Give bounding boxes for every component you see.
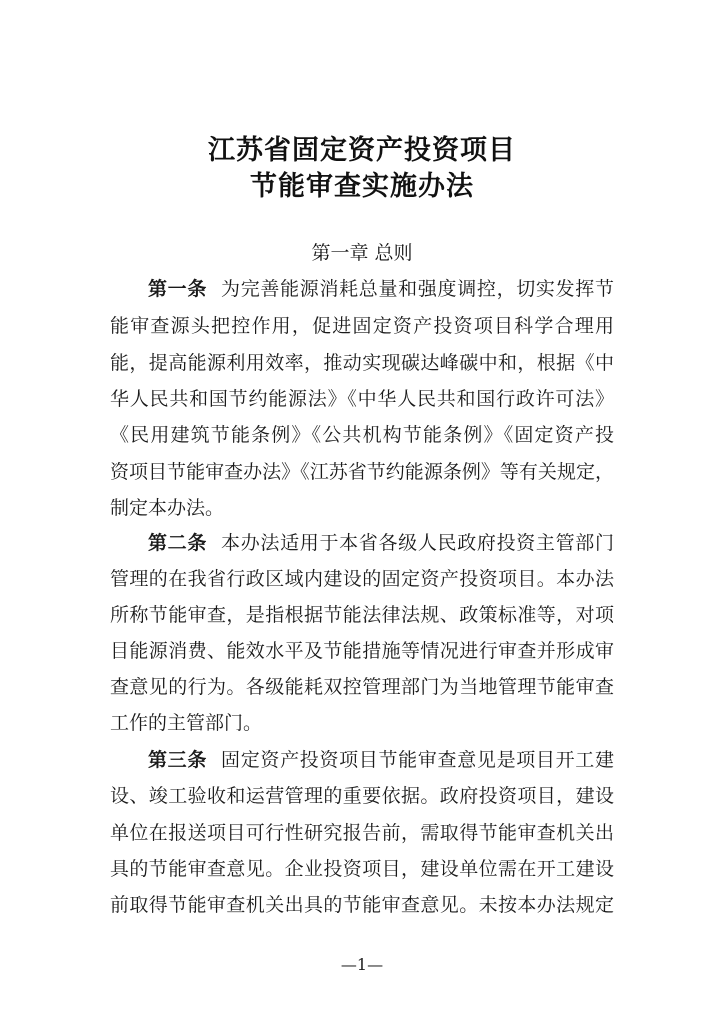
article-3-text-1: 固定资产投资项目节能审查意见是项目开工建 [221, 749, 614, 771]
article-1-line-4: 华人民共和国节约能源法》《中华人民共和国行政许可法》 [110, 388, 614, 410]
article-1-text-1: 为完善能源消耗总量和强度调控，切实发挥节 [221, 278, 614, 300]
article-1-line-7: 制定本办法。 [110, 497, 225, 519]
article-1-line-5: 《民用建筑节能条例》《公共机构节能条例》《固定资产投 [110, 424, 614, 446]
page-number: —1— [340, 955, 384, 974]
article-3-line-1 [148, 745, 614, 775]
document-title-line-1: 江苏省固定资产投资项目 [208, 135, 516, 166]
article-3-label: 第三条 [148, 749, 208, 771]
article-2-line-5: 查意见的行为。各级能耗双控管理部门为当地管理节能审查 [110, 676, 614, 698]
article-2-line-3: 所称节能审查，是指根据节能法律法规、政策标准等，对项 [110, 604, 614, 626]
article-1-line-2: 能审查源头把控作用，促进固定资产投资项目科学合理用 [110, 315, 614, 337]
article-2-line-4: 目能源消费、能效水平及节能措施等情况进行审查并形成审 [110, 640, 614, 662]
article-3-line-5: 前取得节能审查机关出具的节能审查意见。未按本办法规定 [110, 894, 614, 916]
article-2-line-1 [148, 528, 614, 558]
article-2-label: 第二条 [148, 532, 208, 554]
article-3-line-2: 设、竣工验收和运营管理的重要依据。政府投资项目，建设 [110, 785, 614, 807]
article-1-label: 第一条 [148, 278, 208, 300]
article-2-text-1: 本办法适用于本省各级人民政府投资主管部门 [221, 532, 614, 554]
article-3-line-3: 单位在报送项目可行性研究报告前，需取得节能审查机关出 [110, 822, 614, 844]
article-1-line-3: 能，提高能源利用效率，推动实现碳达峰碳中和，根据《中 [110, 352, 614, 374]
chapter-heading: 第一章 总则 [311, 242, 413, 264]
document-title-line-2: 节能审查实施办法 [250, 171, 474, 202]
article-2-line-2: 管理的在我省行政区域内建设的固定资产投资项目。本办法 [110, 568, 614, 590]
article-3-line-4: 具的节能审查意见。企业投资项目，建设单位需在开工建设 [110, 858, 614, 880]
article-1-line-1 [148, 274, 614, 304]
article-2-line-6: 工作的主管部门。 [110, 712, 263, 734]
article-1-line-6: 资项目节能审查办法》《江苏省节约能源条例》等有关规定， [110, 461, 614, 483]
